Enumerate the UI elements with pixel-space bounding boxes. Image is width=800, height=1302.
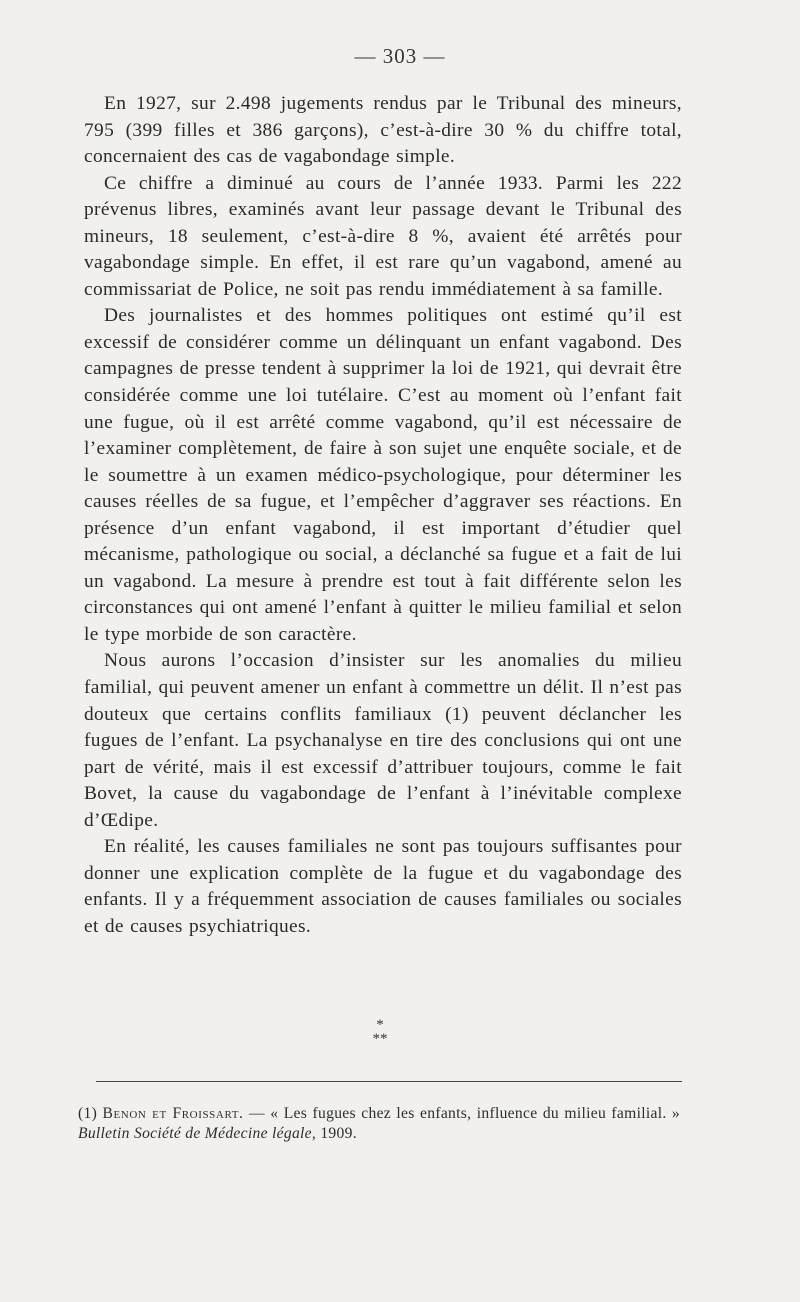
paragraph-2: Ce chiffre a diminué au cours de l’année 1933. Parmi les 222 prévenus libres, examinés avant leur passage devant le Tribunal des mineurs, 18 seulement, c’est-à-dire 8 %, avaient été arrêtés pour vagabondage simple. En effet, il est rare qu’un vagabond, amené au commissariat de Police, ne soit pas rendu immédiatement à sa famille. xyxy=(84,172,682,300)
paragraph-1: En 1927, sur 2.498 jugements rendus par le Tribunal des mineurs, 795 (399 filles et 386 garçons), c’est-à-dire 30 % du chiffre total, concernaient des cas de vagabondage simple. xyxy=(84,93,682,168)
footnote-authors: Benon et Froissart. xyxy=(102,1105,244,1122)
footnote-journal: Bulletin Société de Médecine légale, xyxy=(78,1125,317,1142)
page-number: — 303 — xyxy=(354,44,446,68)
footnote-dash: — xyxy=(248,1105,265,1122)
paragraph-3: Des journalistes et des hommes politiques ont estimé qu’il est excessif de considérer comme un délinquant un enfant vagabond. Des campagnes de presse tendent à supprimer la loi de 1921, qui devrait être considérée comme une loi tutélaire. C’est au moment où l’enfant fait une fugue, où il est arrêté comme vagabond, qu’il est nécessaire de l’examiner complètement, de faire à son sujet une enquête sociale, et de le soumettre à un examen médico-psychologique, pour déterminer les causes réelles de sa fugue, et l’empêcher d’aggraver ses réactions. En présence d’un enfant vagabond, il est important d’étudier quel mécanisme, pathologique ou social, a déclanché sa fugue et a fait de lui un vagabond. La mesure à prendre est tout à fait différente selon les circonstances qui ont amené l’enfant à quitter le milieu familial et selon le type morbide de son caractère. xyxy=(84,305,682,645)
footnote-marker: (1) xyxy=(78,1105,98,1122)
section-asterism xyxy=(340,1018,420,1046)
footnote-divider xyxy=(96,1081,682,1082)
asterism-bottom: ** xyxy=(372,1031,388,1047)
footnote-year: 1909. xyxy=(320,1125,357,1142)
paragraph-5: En réalité, les causes familiales ne sont pas toujours suffisantes pour donner une explication complète de la fugue et du vagabondage des enfants. Il y a fréquemment association de causes familiales ou sociales et de causes psychiatriques. xyxy=(84,836,682,937)
footnote xyxy=(78,1104,680,1144)
footnote-title: « Les fugues chez les enfants, influence du milieu familial. » xyxy=(270,1105,681,1122)
paragraph-4: Nous aurons l’occasion d’insister sur les anomalies du milieu familial, qui peuvent amener un enfant à commettre un délit. Il n’est pas douteux que certains conflits familiaux (1) peuvent déclancher les fugues de l’enfant. La psychanalyse en tire des conclusions qui ont une part de vérité, mais il est excessif d’attribuer toujours, comme le fait Bovet, la cause du vagabondage de l’enfant à l’inévitable complexe d’Œdipe. xyxy=(84,650,682,831)
main-text xyxy=(84,91,682,941)
asterism-top: * xyxy=(376,1017,384,1033)
